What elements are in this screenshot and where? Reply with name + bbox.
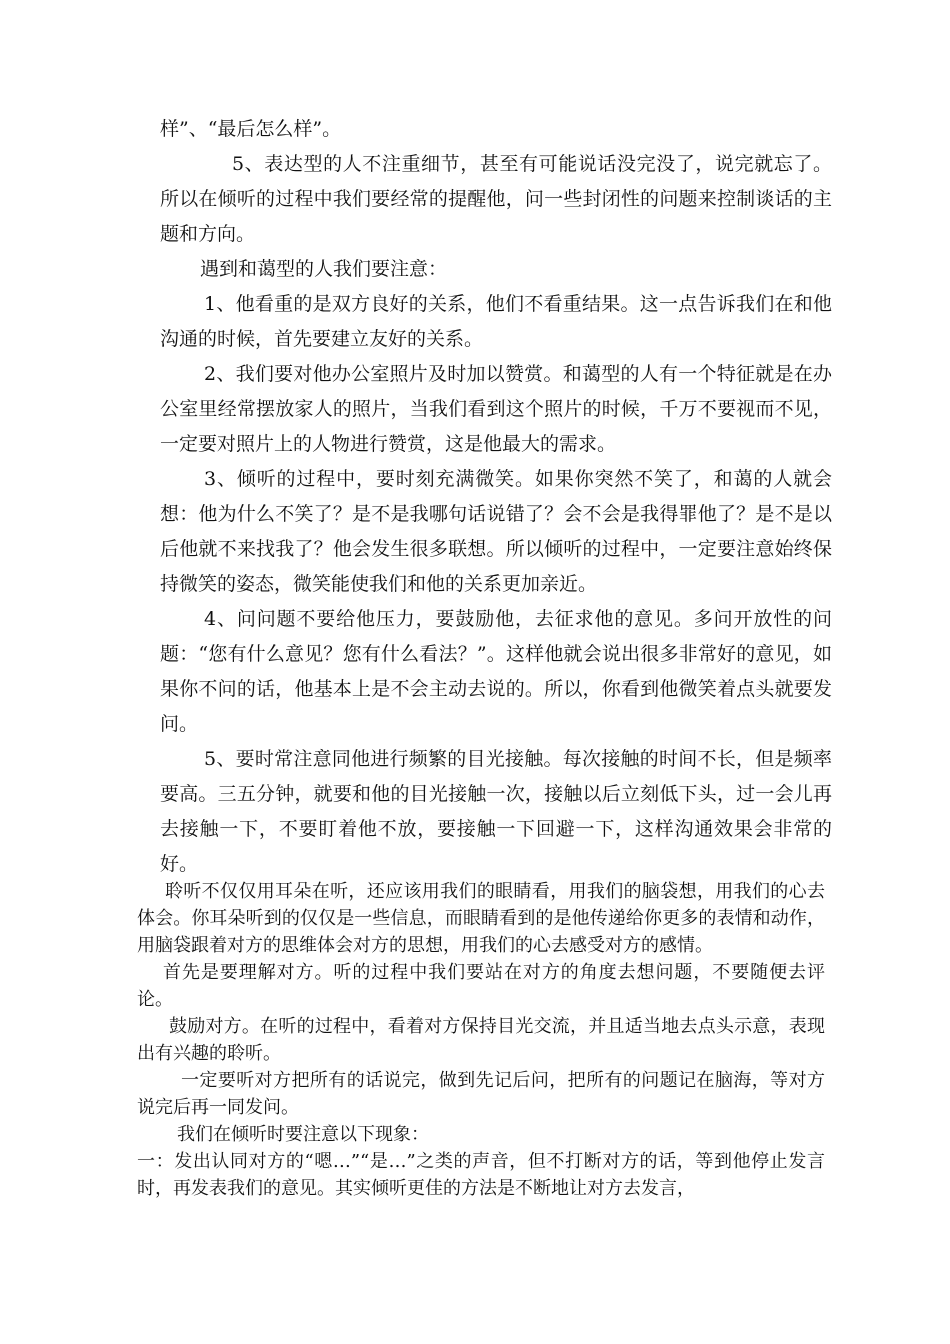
paragraph: 样”、“最后怎么样”。 bbox=[160, 118, 342, 140]
paragraph: 聆听不仅仅用耳朵在听，还应该用我们的眼睛看，用我们的脑袋想，用我们的心去体会。你耳朵听到的仅仅是一些信息，而眼睛看到的是他传递给你更多的表情和动作，用脑袋跟着对方的思维体会对方的思想，用我们的心去感受对方的感情。 bbox=[137, 881, 825, 956]
paragraph: 5、表达型的人不注重细节，甚至有可能说话没完没了，说完就忘了。所以在倾听的过程中我们要经常的提醒他，问一些封闭性的问题来控制谈话的主题和方向。 bbox=[160, 153, 832, 245]
paragraph: 一：发出认同对方的“嗯…”“是…”之类的声音，但不打断对方的话，等到他停止发言时，再发表我们的意见。其实倾听更佳的方法是不断地让对方去发言， bbox=[137, 1151, 825, 1199]
paragraph: 4、问问题不要给他压力，要鼓励他，去征求他的意见。多问开放性的问题：“您有什么意见？您有什么看法？”。这样他就会说出很多非常好的意见，如果你不问的话，他基本上是不会主动去说的。所以，你看到他微笑着点头就要发问。 bbox=[160, 608, 832, 735]
paragraph: 我们在倾听时要注意以下现象： bbox=[177, 1124, 429, 1145]
paragraph: 首先是要理解对方。听的过程中我们要站在对方的角度去想问题，不要随便去评论。 bbox=[137, 962, 825, 1010]
paragraph: 鼓励对方。在听的过程中，看着对方保持目光交流，并且适当地去点头示意，表现出有兴趣的聆听。 bbox=[137, 1016, 825, 1064]
paragraph: 遇到和蔼型的人我们要注意： bbox=[200, 258, 448, 280]
paragraph: 一定要听对方把所有的话说完，做到先记后问，把所有的问题记在脑海，等对方说完后再一同发问。 bbox=[137, 1070, 825, 1118]
paragraph: 3、倾听的过程中，要时刻充满微笑。如果你突然不笑了，和蔼的人就会想：他为什么不笑了？是不是我哪句话说错了？会不会是我得罪他了？是不是以后他就不来找我了？他会发生很多联想。所以倾听的过程中，一定要注意始终保持微笑的姿态，微笑能使我们和他的关系更加亲近。 bbox=[160, 468, 832, 595]
paragraph: 5、要时常注意同他进行频繁的目光接触。每次接触的时间不长，但是频率要高。三五分钟，就要和他的目光接触一次，接触以后立刻低下头，过一会儿再去接触一下，不要盯着他不放，要接触一下回避一下，这样沟通效果会非常的好。 bbox=[160, 748, 832, 875]
body-text-section-lower bbox=[137, 878, 825, 1202]
paragraph: 2、我们要对他办公室照片及时加以赞赏。和蔼型的人有一个特征就是在办公室里经常摆放家人的照片，当我们看到这个照片的时候，千万不要视而不见，一定要对照片上的人物进行赞赏，这是他最大的需求。 bbox=[160, 363, 832, 455]
body-text-section-upper bbox=[160, 112, 832, 882]
paragraph: 1、他看重的是双方良好的关系，他们不看重结果。这一点告诉我们在和他沟通的时候，首先要建立友好的关系。 bbox=[160, 293, 832, 350]
